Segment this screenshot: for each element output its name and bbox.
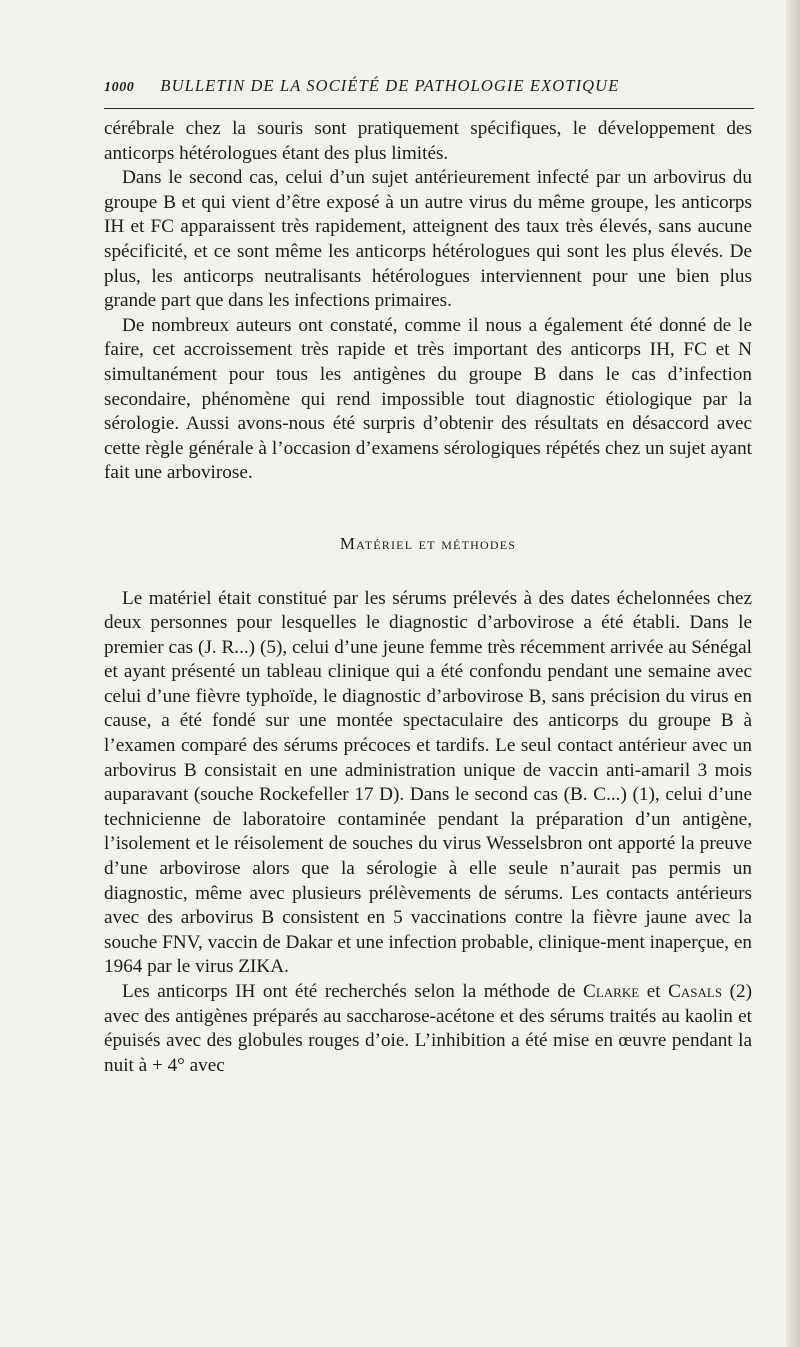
section-heading: Matériel et méthodes — [339, 533, 517, 553]
text-fragment: Les anticorps IH ont été recherchés selon la méthode de — [122, 981, 584, 1002]
journal-title: BULLETIN DE LA SOCIÉTÉ DE PATHOLOGIE EXOTIQUE — [160, 76, 620, 95]
text-fragment: et — [639, 981, 669, 1002]
page-number: 1000 — [104, 80, 135, 95]
paragraph-continuation: cérébrale chez la souris sont pratiquement spécifiques, le développement des anticorps hétérologues étant des plus limités. — [104, 118, 752, 164]
paragraph-authors-observation: De nombreux auteurs ont constaté, comme il nous a également été donné de le faire, cet accroissement très rapide et très important des anticorps IH, FC et N simultanément pour tous les antigènes du groupe B dans le cas d’infection secondaire, phénomène qui rend impossible tout diagnostic étiologique par la sérologie. Aussi avons-nous été surpris d’obtenir des résultats en désaccord avec cette règle générale à l’occasion d’examens sérologiques répétés chez un sujet ayant fait une arbovirose. — [104, 314, 752, 484]
author-casals: Casals — [668, 981, 723, 1002]
text-fragment: (2) avec des antigènes préparés au saccharose-acétone et des sérums traités au kaolin et épuisés avec des globules rouges d’oie. L’inhibition a été mise en œuvre pendant la nuit à + 4° avec — [104, 981, 752, 1076]
document-page — [104, 76, 752, 1078]
running-head — [104, 76, 752, 104]
paragraph-second-case: Dans le second cas, celui d’un sujet antérieurement infecté par un arbovirus du groupe B et qui vient d’être exposé à un autre virus du même groupe, les anticorps IH et FC apparaissent très rapidement, atteignent des taux très élevés, sans aucune spécificité, et ce sont même les anticorps hétérologues qui sont les plus élevés. De plus, les anticorps neutralisants hétérologues interviennent pour une bien plus grande part que dans les infections primaires. — [104, 167, 752, 312]
page-edge-shadow — [786, 0, 800, 1347]
body-text — [104, 117, 752, 1078]
paragraph-materiel: Le matériel était constitué par les sérums prélevés à des dates échelonnées chez deux personnes pour lesquelles le diagnostic d’arbovirose a été établi. Dans le premier cas (J. R...) (5), celui d’une jeune femme très récemment arrivée au Sénégal et ayant présenté un tableau clinique qui a été confondu pendant une semaine avec celui d’une fièvre typhoïde, le diagnostic d’arbovirose B, sans précision du virus en cause, a été fondé sur une montée spectaculaire des anticorps du groupe B à l’examen comparé des sérums précoces et tardifs. Le seul contact antérieur avec un arbovirus B consistait en une administration unique de vaccin anti-amaril 3 mois auparavant (souche Rockefeller 17 D). Dans le second cas (B. C...) (1), celui d’une technicienne de laboratoire contaminée pendant la préparation d’un antigène, l’isolement et le réisolement de souches du virus Wesselsbron ont apporté la preuve d’une arbovirose alors que la sérologie à elle seule n’aurait pas permis un diagnostic, même avec plusieurs prélèvements de sérums. Les contacts antérieurs avec des arbovirus B consistent en 5 vaccinations contre la fièvre jaune avec la souche FNV, vaccin de Dakar et une infection probable, clinique-ment inaperçue, en 1964 par le virus ZIKA. — [104, 587, 752, 978]
author-clarke: Clarke — [583, 981, 640, 1002]
paragraph-methodes — [104, 980, 752, 1078]
header-rule — [104, 108, 754, 109]
